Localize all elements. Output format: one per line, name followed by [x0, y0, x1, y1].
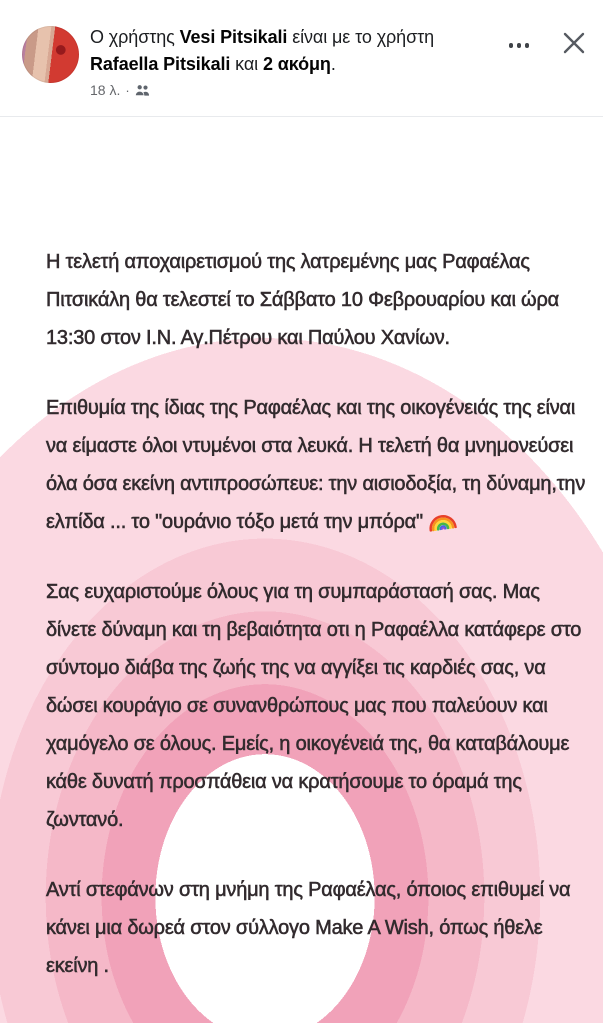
timestamp[interactable]: 18 λ.: [90, 82, 121, 98]
headline-period: .: [330, 54, 336, 74]
headline-and: και: [230, 54, 263, 74]
friends-privacy-icon: [135, 84, 150, 97]
post-header-text: [90, 24, 458, 98]
post-image[interactable]: [0, 117, 603, 1023]
avatar[interactable]: [22, 26, 79, 83]
meta-separator: ·: [125, 82, 130, 98]
post-paragraph-1: Η τελετή αποχαιρετισμού της λατρεμένης μας Ραφαέλας Πιτσικάλη θα τελεστεί το Σάββατο 10 Φεβρουαρίου και ώρα 13:30 στον Ι.Ν. Αγ.Πέτρου και Παύλου Χανίων.: [46, 251, 560, 349]
others-count-link[interactable]: 2 ακόμη: [262, 54, 331, 74]
more-options-button[interactable]: [505, 33, 534, 58]
headline-connector: είναι με το χρήστη: [287, 27, 435, 47]
rainbow-emoji-icon: [426, 509, 458, 532]
post-paragraph-2: [46, 389, 591, 541]
post-headline: [90, 24, 458, 78]
post-paragraph-2-text: Επιθυμία της ίδιας της Ραφαέλας και της οικογένειάς της είναι να είμαστε όλοι ντυμένοι στα λευκά. Η τελετή θα μνημονεύσει όλα όσα εκείνη αντιπροσώπευε: την αισιοδοξία, τη δύναμη,την ελπίδα ... το "ουράνιο τόξο μετά την μπόρα": [46, 397, 586, 533]
tagged-name-link[interactable]: Rafaella Pitsikali: [90, 54, 231, 74]
ellipsis-icon: [509, 43, 514, 48]
close-icon: [561, 30, 587, 56]
post-paragraph-4: Αντί στεφάνων στη μνήμη της Ραφαέλας, όποιος επιθυμεί να κάνει μια δωρεά στον σύλλογο Make A Wish, όπως ήθελε εκείνη .: [46, 879, 571, 977]
post-meta: [90, 82, 458, 98]
header-controls: [505, 28, 590, 63]
actor-name-link[interactable]: Vesi Pitsikali: [179, 27, 288, 47]
close-button[interactable]: [559, 28, 589, 63]
post-paragraph-3: Σας ευχαριστούμε όλους για τη συμπαράστασή σας. Μας δίνετε δύναμη και τη βεβαιότητα οτι η Ραφαέλλα κατάφερε στο σύντομο διάβα της ζωής της να αγγίξει τις καρδιές σας, να δώσει κουράγιο σε συνανθρώπους μας που παλεύουν και χαμόγελο σε όλους. Εμείς, η οικογένειά της, θα καταβάλουμε κάθε δυνατή προσπάθεια να κρατήσουμε το όραμά της ζωντανό.: [46, 581, 582, 831]
post-header: [0, 0, 603, 117]
headline-prefix: Ο χρήστης: [90, 27, 180, 47]
